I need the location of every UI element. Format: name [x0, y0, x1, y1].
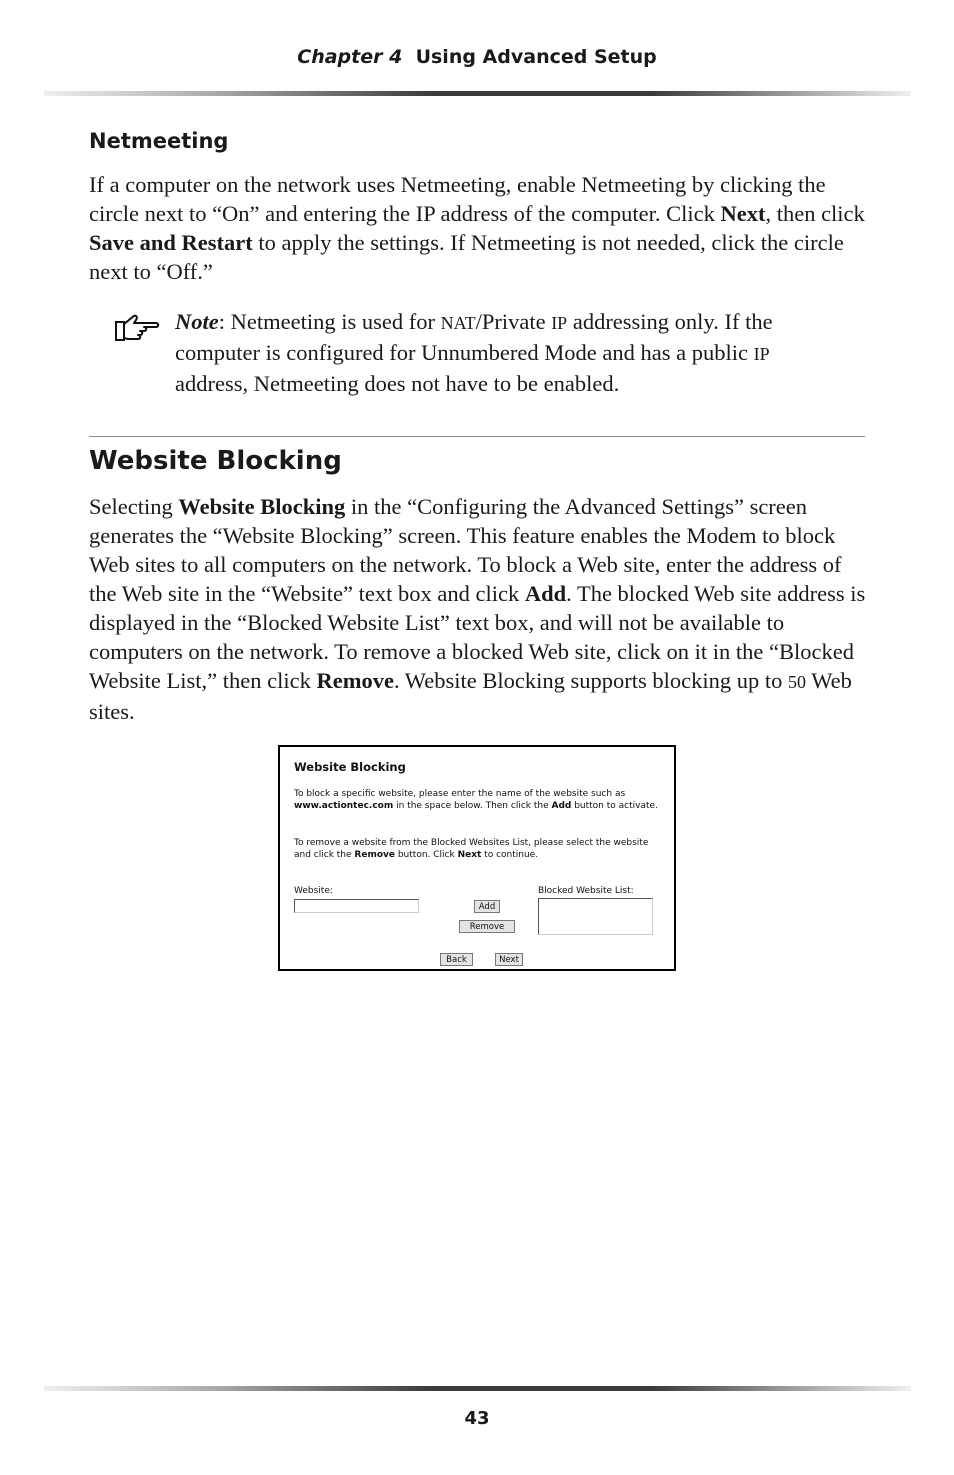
section-divider [89, 436, 865, 437]
website-label: Website: [294, 886, 333, 896]
footer-rule [44, 1386, 911, 1391]
page-number: 43 [464, 1408, 490, 1429]
running-header [0, 46, 954, 68]
header-rule [44, 91, 911, 96]
next-button[interactable]: Next [495, 953, 523, 966]
back-button[interactable]: Back [440, 953, 473, 966]
add-button[interactable]: Add [474, 900, 500, 913]
website-input[interactable] [294, 899, 419, 913]
chapter-title: Using Advanced Setup [415, 46, 657, 68]
screenshot-instructions-remove: To remove a website from the Blocked Websites List, please select the website and click the Remove button. Click Next to continue. [294, 838, 649, 860]
chapter-label: Chapter 4 [297, 46, 403, 68]
note-text: Note: Netmeeting is used for NAT/Private IP addressing only. If the computer is configured for Unnumbered Mode and has a public IP address, Netmeeting does not have to be enabled. [175, 309, 773, 396]
netmeeting-heading: Netmeeting [89, 129, 229, 153]
website-blocking-heading: Website Blocking [89, 446, 342, 476]
website-blocking-screenshot [278, 745, 676, 971]
screenshot-title: Website Blocking [294, 760, 406, 774]
screenshot-instructions-add: To block a specific website, please enter the name of the website such as www.actiontec.com in the space below. Then click the Add button to activate. [294, 789, 658, 811]
blocked-website-list[interactable] [538, 898, 653, 935]
netmeeting-paragraph: If a computer on the network uses Netmeeting, enable Netmeeting by clicking the circle next to “On” and entering the IP address of the computer. Click Next, then click Save and Restart to apply the settings. If Netmeeting is not needed, click the circle next to “Off.” [89, 172, 865, 284]
pointing-hand-icon [114, 312, 160, 344]
website-blocking-paragraph: Selecting Website Blocking in the “Configuring the Advanced Settings” screen generates the “Website Blocking” screen. This feature enables the Modem to block Web sites to all computers on the network. To block a Web site, enter the address of the Web site in the “Website” text box and click Add. The blocked Web site address is displayed in the “Blocked Website List” text box, and will not be available to computers on the network. To remove a blocked Web site, click on it in the “Blocked Website List,” then click Remove. Website Blocking supports blocking up to 50 Web sites. [89, 494, 866, 724]
blocked-list-label: Blocked Website List: [538, 886, 634, 896]
remove-button[interactable]: Remove [459, 920, 515, 933]
